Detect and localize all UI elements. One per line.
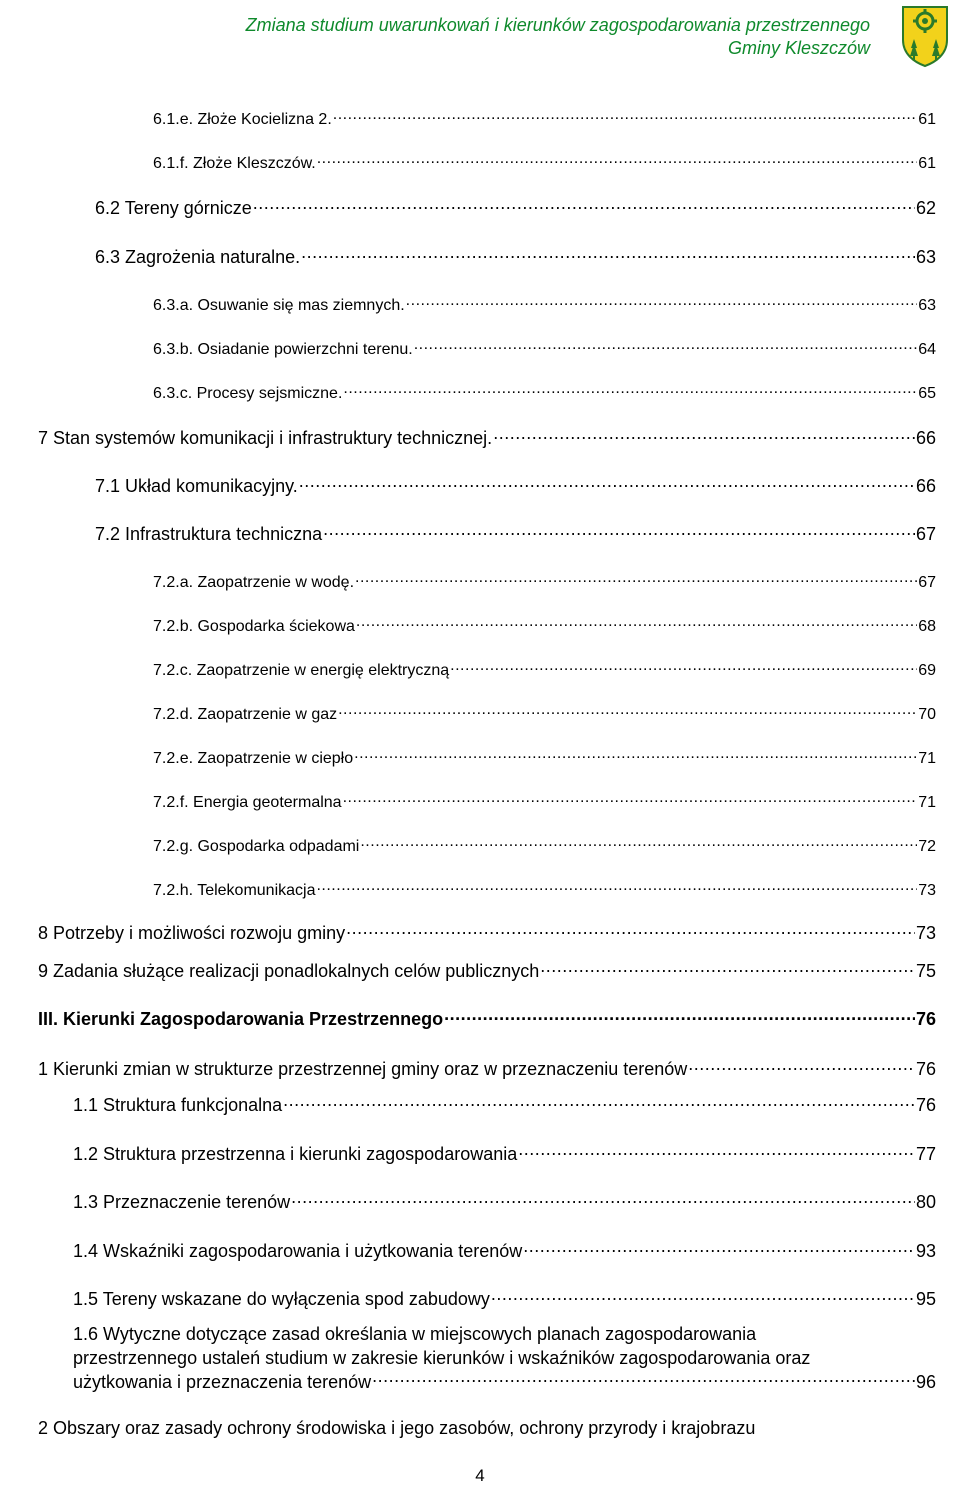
dot-leader: [291, 1190, 915, 1208]
toc-entry-label: 6.1.e. Złoże Kocielizna 2.: [153, 111, 332, 128]
toc-entry-page: 63: [918, 297, 936, 314]
dot-leader: [493, 426, 915, 444]
toc-entry[interactable]: [38, 426, 936, 449]
toc-entry-label: 1 Kierunki zmian w strukturze przestrzennej gminy oraz w przeznaczeniu terenów: [38, 1059, 688, 1079]
dot-leader: [414, 338, 917, 354]
toc-entry[interactable]: [153, 747, 936, 768]
toc-entry-page: 61: [918, 111, 936, 128]
toc-entry-page: 73: [918, 882, 936, 899]
dot-leader: [372, 1370, 915, 1388]
toc-entry-page: 76: [915, 1059, 936, 1079]
toc-entry[interactable]: [153, 791, 936, 812]
toc-entry[interactable]: [153, 879, 936, 900]
toc-entry-page: 71: [918, 750, 936, 767]
toc-entry-page: 76: [915, 1009, 936, 1029]
toc-entry[interactable]: [153, 338, 936, 359]
toc-entry[interactable]: [38, 1057, 936, 1080]
toc-entry-page: 66: [915, 428, 936, 448]
toc-entry-page: 68: [918, 618, 936, 635]
toc-entry[interactable]: [153, 615, 936, 636]
toc-entry[interactable]: [153, 152, 936, 173]
toc-entry-label: 6.1.f. Złoże Kleszczów.: [153, 155, 316, 172]
dot-leader: [354, 747, 917, 763]
toc-entry-label: 7.2.b. Gospodarka ściekowa: [153, 618, 355, 635]
toc-entry-label: 7 Stan systemów komunikacji i infrastruktury technicznej.: [38, 428, 493, 448]
toc-entry-label: 7.2.f. Energia geotermalna: [153, 794, 342, 811]
toc-entry-page: 80: [915, 1192, 936, 1212]
toc-entry-page: 77: [915, 1144, 936, 1164]
toc-entry[interactable]: [38, 921, 936, 944]
toc-entry[interactable]: [153, 659, 936, 680]
toc-entry-label: 6.3.c. Procesy sejsmiczne.: [153, 385, 343, 402]
toc-entry-label-line1: 1.6 Wytyczne dotyczące zasad określania w miejscowych planach zagospodarowania: [73, 1324, 757, 1344]
toc-entry-page: 61: [918, 155, 936, 172]
toc-entry[interactable]: [73, 1142, 936, 1165]
dot-leader: [523, 1239, 915, 1257]
toc-entry-label-line3: użytkowania i przeznaczenia terenów: [73, 1372, 372, 1392]
dot-leader: [346, 921, 915, 939]
toc-entry[interactable]: [95, 245, 936, 268]
toc-entry-page: 96: [915, 1372, 936, 1392]
toc-entry-label: 6.3.a. Osuwanie się mas ziemnych.: [153, 297, 405, 314]
toc-entry-label: 7.1 Układ komunikacyjny.: [95, 476, 298, 496]
toc-entry-page: 76: [915, 1095, 936, 1115]
toc-entry-page: 70: [918, 706, 936, 723]
dot-leader: [283, 1093, 915, 1111]
toc-entry[interactable]: [153, 108, 936, 129]
toc-entry[interactable]: [153, 703, 936, 724]
toc-entry-label: 7.2.e. Zaopatrzenie w ciepło: [153, 750, 354, 767]
dot-leader: [253, 196, 915, 214]
toc-entry[interactable]: [95, 522, 936, 545]
toc-entry-page: 67: [918, 574, 936, 591]
toc-entry-page: 67: [915, 524, 936, 544]
dot-leader: [540, 959, 915, 977]
toc-entry[interactable]: [153, 835, 936, 856]
dot-leader: [406, 294, 918, 310]
toc-entry[interactable]: [153, 571, 936, 592]
document-title-line1: Zmiana studium uwarunkowań i kierunków zagospodarowania przestrzennego: [245, 15, 870, 35]
toc-entry-page: 63: [915, 247, 936, 267]
dot-leader: [343, 382, 917, 398]
toc-entry-page: 65: [918, 385, 936, 402]
toc-entry-label: 7.2.g. Gospodarka odpadami: [153, 838, 360, 855]
toc-entry-page: 62: [915, 198, 936, 218]
toc-entry-page: 69: [918, 662, 936, 679]
toc-entry-label: 9 Zadania służące realizacji ponadlokalnych celów publicznych: [38, 961, 540, 981]
dot-leader: [338, 703, 917, 719]
toc-entry-label: 8 Potrzeby i możliwości rozwoju gminy: [38, 923, 346, 943]
toc-entry[interactable]: [95, 196, 936, 219]
toc-entry[interactable]: [38, 959, 936, 982]
dot-leader: [317, 152, 917, 168]
dot-leader: [316, 879, 917, 895]
dot-leader: [688, 1057, 915, 1075]
document-title-line2: Gminy Kleszczów: [727, 38, 870, 58]
toc-entry-label: 1.1 Struktura funkcjonalna: [73, 1095, 283, 1115]
toc-entry-label-line2: przestrzennego ustaleń studium w zakresie kierunków i wskaźników zagospodarowania oraz: [73, 1348, 811, 1368]
toc-entry[interactable]: [95, 474, 936, 497]
toc-entry-label: 1.3 Przeznaczenie terenów: [73, 1192, 291, 1212]
dot-leader: [360, 835, 917, 851]
toc-entry-label: 6.2 Tereny górnicze: [95, 198, 252, 218]
toc-entry[interactable]: [73, 1190, 936, 1213]
toc-entry-label: 6.3.b. Osiadanie powierzchni terenu.: [153, 341, 413, 358]
dot-leader: [356, 615, 917, 631]
toc-entry[interactable]: [153, 294, 936, 315]
toc-entry-chapter[interactable]: [38, 1007, 936, 1030]
toc-entry-label: 7.2 Infrastruktura techniczna: [95, 524, 323, 544]
toc-entry-page: 64: [918, 341, 936, 358]
toc-entry-continued[interactable]: 2 Obszary oraz zasady ochrony środowiska i jego zasobów, ochrony przyrody i krajobrazu: [38, 1418, 756, 1438]
toc-entry-label: 7.2.d. Zaopatrzenie w gaz: [153, 706, 338, 723]
dot-leader: [518, 1142, 915, 1160]
toc-entry-multiline[interactable]: [73, 1322, 936, 1394]
toc-entry-page: 73: [915, 923, 936, 943]
toc-entry-page: 95: [915, 1289, 936, 1309]
dot-leader: [343, 791, 918, 807]
dot-leader: [301, 245, 915, 263]
toc-entry-page: 93: [915, 1241, 936, 1261]
toc-entry-label: 1.2 Struktura przestrzenna i kierunki zagospodarowania: [73, 1144, 518, 1164]
toc-entry-page: 72: [918, 838, 936, 855]
dot-leader: [333, 108, 917, 124]
toc-entry-page: 66: [915, 476, 936, 496]
dot-leader: [444, 1007, 915, 1025]
toc-entry-label: 1.5 Tereny wskazane do wyłączenia spod zabudowy: [73, 1289, 490, 1309]
toc-entry-label: 1.4 Wskaźniki zagospodarowania i użytkowania terenów: [73, 1241, 523, 1261]
toc-entry-label: III. Kierunki Zagospodarowania Przestrzennego: [38, 1009, 444, 1029]
page-number: 4: [475, 1466, 485, 1485]
toc-entry[interactable]: [153, 382, 936, 403]
toc-entry-label: 7.2.a. Zaopatrzenie w wodę.: [153, 574, 355, 591]
toc-entry-label: 7.2.h. Telekomunikacja: [153, 882, 316, 899]
toc-entry-page: 75: [915, 961, 936, 981]
dot-leader: [450, 659, 917, 675]
dot-leader: [355, 571, 917, 587]
toc-entry-page: 71: [918, 794, 936, 811]
toc-entry-label: 6.3 Zagrożenia naturalne.: [95, 247, 301, 267]
toc-entry[interactable]: [73, 1287, 936, 1310]
dot-leader: [299, 474, 915, 492]
toc-entry-label: 7.2.c. Zaopatrzenie w energię elektryczną: [153, 662, 450, 679]
toc-entry[interactable]: [73, 1093, 936, 1116]
dot-leader: [323, 522, 915, 540]
dot-leader: [491, 1287, 915, 1305]
toc-entry[interactable]: [73, 1239, 936, 1262]
